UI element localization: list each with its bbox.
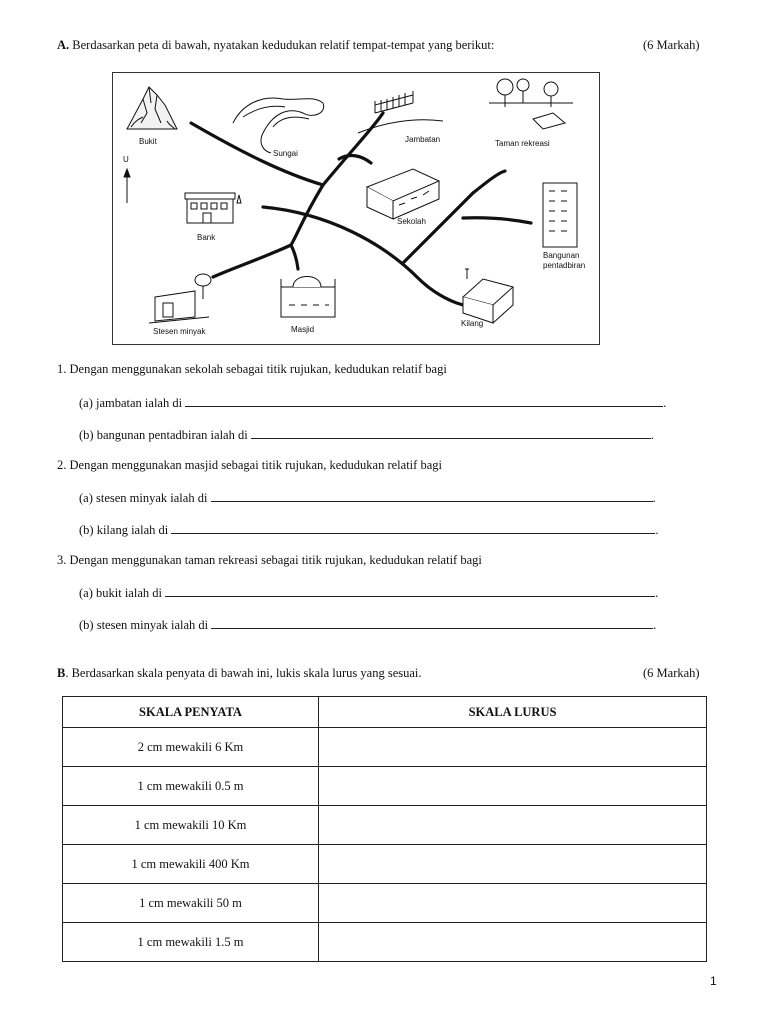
question-2: 2. Dengan menggunakan masjid sebagai titik rujukan, kedudukan relatif bagi xyxy=(57,458,442,472)
table-header-row xyxy=(63,697,707,728)
page-number: 1 xyxy=(710,974,717,988)
masjid-drawing xyxy=(281,277,335,318)
answer-2b-field[interactable] xyxy=(171,522,655,534)
section-a-marks: (6 Markah) xyxy=(643,38,700,52)
question-3b: (b) stesen minyak ialah di . xyxy=(79,618,657,632)
answer-1b-field[interactable] xyxy=(251,427,651,439)
taman-drawing xyxy=(489,79,573,129)
map-label-sungai: Sungai xyxy=(273,149,298,158)
map-drawing xyxy=(113,73,599,344)
road-pentadbiran xyxy=(463,218,531,223)
road-bukit xyxy=(191,123,323,185)
skala-penyata-cell: 1 cm mewakili 50 m xyxy=(63,884,319,923)
section-a-text: Berdasarkan peta di bawah, nyatakan kedudukan relatif tempat-tempat yang berikut: xyxy=(72,38,495,52)
answer-1a-field[interactable] xyxy=(185,395,663,407)
road-stesen xyxy=(213,245,291,277)
question-1a: (a) jambatan ialah di . xyxy=(79,396,667,410)
table-row xyxy=(63,806,707,845)
map-label-jambatan: Jambatan xyxy=(405,135,441,144)
section-b-marks: (6 Markah) xyxy=(643,666,700,680)
road-masjid xyxy=(291,245,298,269)
map-label-taman: Taman rekreasi xyxy=(495,139,550,148)
question-3b-label: (b) stesen minyak ialah di xyxy=(79,618,209,632)
table-row xyxy=(63,728,707,767)
kilang-drawing xyxy=(463,269,513,323)
map-label-bangunan: Bangunan xyxy=(543,251,580,260)
section-a-letter: A. xyxy=(57,38,70,52)
table-row xyxy=(63,923,707,962)
map-label-sekolah: Sekolah xyxy=(397,217,426,226)
header-skala-penyata: SKALA PENYATA xyxy=(63,697,319,728)
skala-penyata-cell: 1 cm mewakili 10 Km xyxy=(63,806,319,845)
map-label-bank: Bank xyxy=(197,233,216,242)
skala-lurus-answer-cell[interactable] xyxy=(319,767,707,806)
question-2a-label: (a) stesen minyak ialah di xyxy=(79,491,208,505)
road-jambatan xyxy=(323,113,383,185)
section-b-text: . Berdasarkan skala penyata di bawah ini, lukis skala lurus yang sesuai. xyxy=(65,666,422,680)
question-2b: (b) kilang ialah di . xyxy=(79,523,659,537)
question-1b: (b) bangunan pentadbiran ialah di . xyxy=(79,428,654,442)
question-3: 3. Dengan menggunakan taman rekreasi sebagai titik rujukan, kedudukan relatif bagi xyxy=(57,553,482,567)
skala-lurus-answer-cell[interactable] xyxy=(319,728,707,767)
bukit-drawing xyxy=(127,87,177,129)
section-b-instruction xyxy=(57,666,422,681)
question-1a-label: (a) jambatan ialah di xyxy=(79,396,183,410)
sungai-drawing xyxy=(233,98,324,153)
question-3a-label: (a) bukit ialah di xyxy=(79,586,162,600)
skala-lurus-answer-cell[interactable] xyxy=(319,806,707,845)
skala-penyata-cell: 1 cm mewakili 400 Km xyxy=(63,845,319,884)
map-label-pentadbiran: pentadbiran xyxy=(543,261,586,270)
question-1: 1. Dengan menggunakan sekolah sebagai titik rujukan, kedudukan relatif bagi xyxy=(57,362,447,376)
answer-3a-field[interactable] xyxy=(165,585,655,597)
question-1b-label: (b) bangunan pentadbiran ialah di xyxy=(79,428,248,442)
table-row xyxy=(63,767,707,806)
map-label-bukit: Bukit xyxy=(139,137,157,146)
bank-drawing xyxy=(185,193,241,223)
question-3a: (a) bukit ialah di . xyxy=(79,586,659,600)
answer-2a-field[interactable] xyxy=(211,490,653,502)
map-label-masjid: Masjid xyxy=(291,325,315,334)
header-skala-lurus: SKALA LURUS xyxy=(319,697,707,728)
question-2a: (a) stesen minyak ialah di . xyxy=(79,491,656,505)
question-2b-label: (b) kilang ialah di xyxy=(79,523,169,537)
compass-arrow xyxy=(124,169,130,203)
skala-penyata-cell: 2 cm mewakili 6 Km xyxy=(63,728,319,767)
table-row xyxy=(63,845,707,884)
skala-lurus-answer-cell[interactable] xyxy=(319,845,707,884)
skala-penyata-cell: 1 cm mewakili 0.5 m xyxy=(63,767,319,806)
skala-lurus-answer-cell[interactable] xyxy=(319,884,707,923)
map-label-stesen: Stesen minyak xyxy=(153,327,206,336)
map-label-compass: U xyxy=(123,155,129,164)
sekolah-drawing xyxy=(367,169,439,219)
skala-lurus-answer-cell[interactable] xyxy=(319,923,707,962)
skala-penyata-cell: 1 cm mewakili 1.5 m xyxy=(63,923,319,962)
answer-3b-field[interactable] xyxy=(211,617,653,629)
map-label-kilang: Kilang xyxy=(461,319,484,328)
section-a-instruction xyxy=(57,38,494,53)
section-b-letter: B xyxy=(57,666,66,680)
stesen-drawing xyxy=(149,274,211,323)
pentadbiran-drawing xyxy=(543,183,577,247)
location-map xyxy=(112,72,600,345)
skala-table xyxy=(62,696,707,962)
table-row xyxy=(63,884,707,923)
